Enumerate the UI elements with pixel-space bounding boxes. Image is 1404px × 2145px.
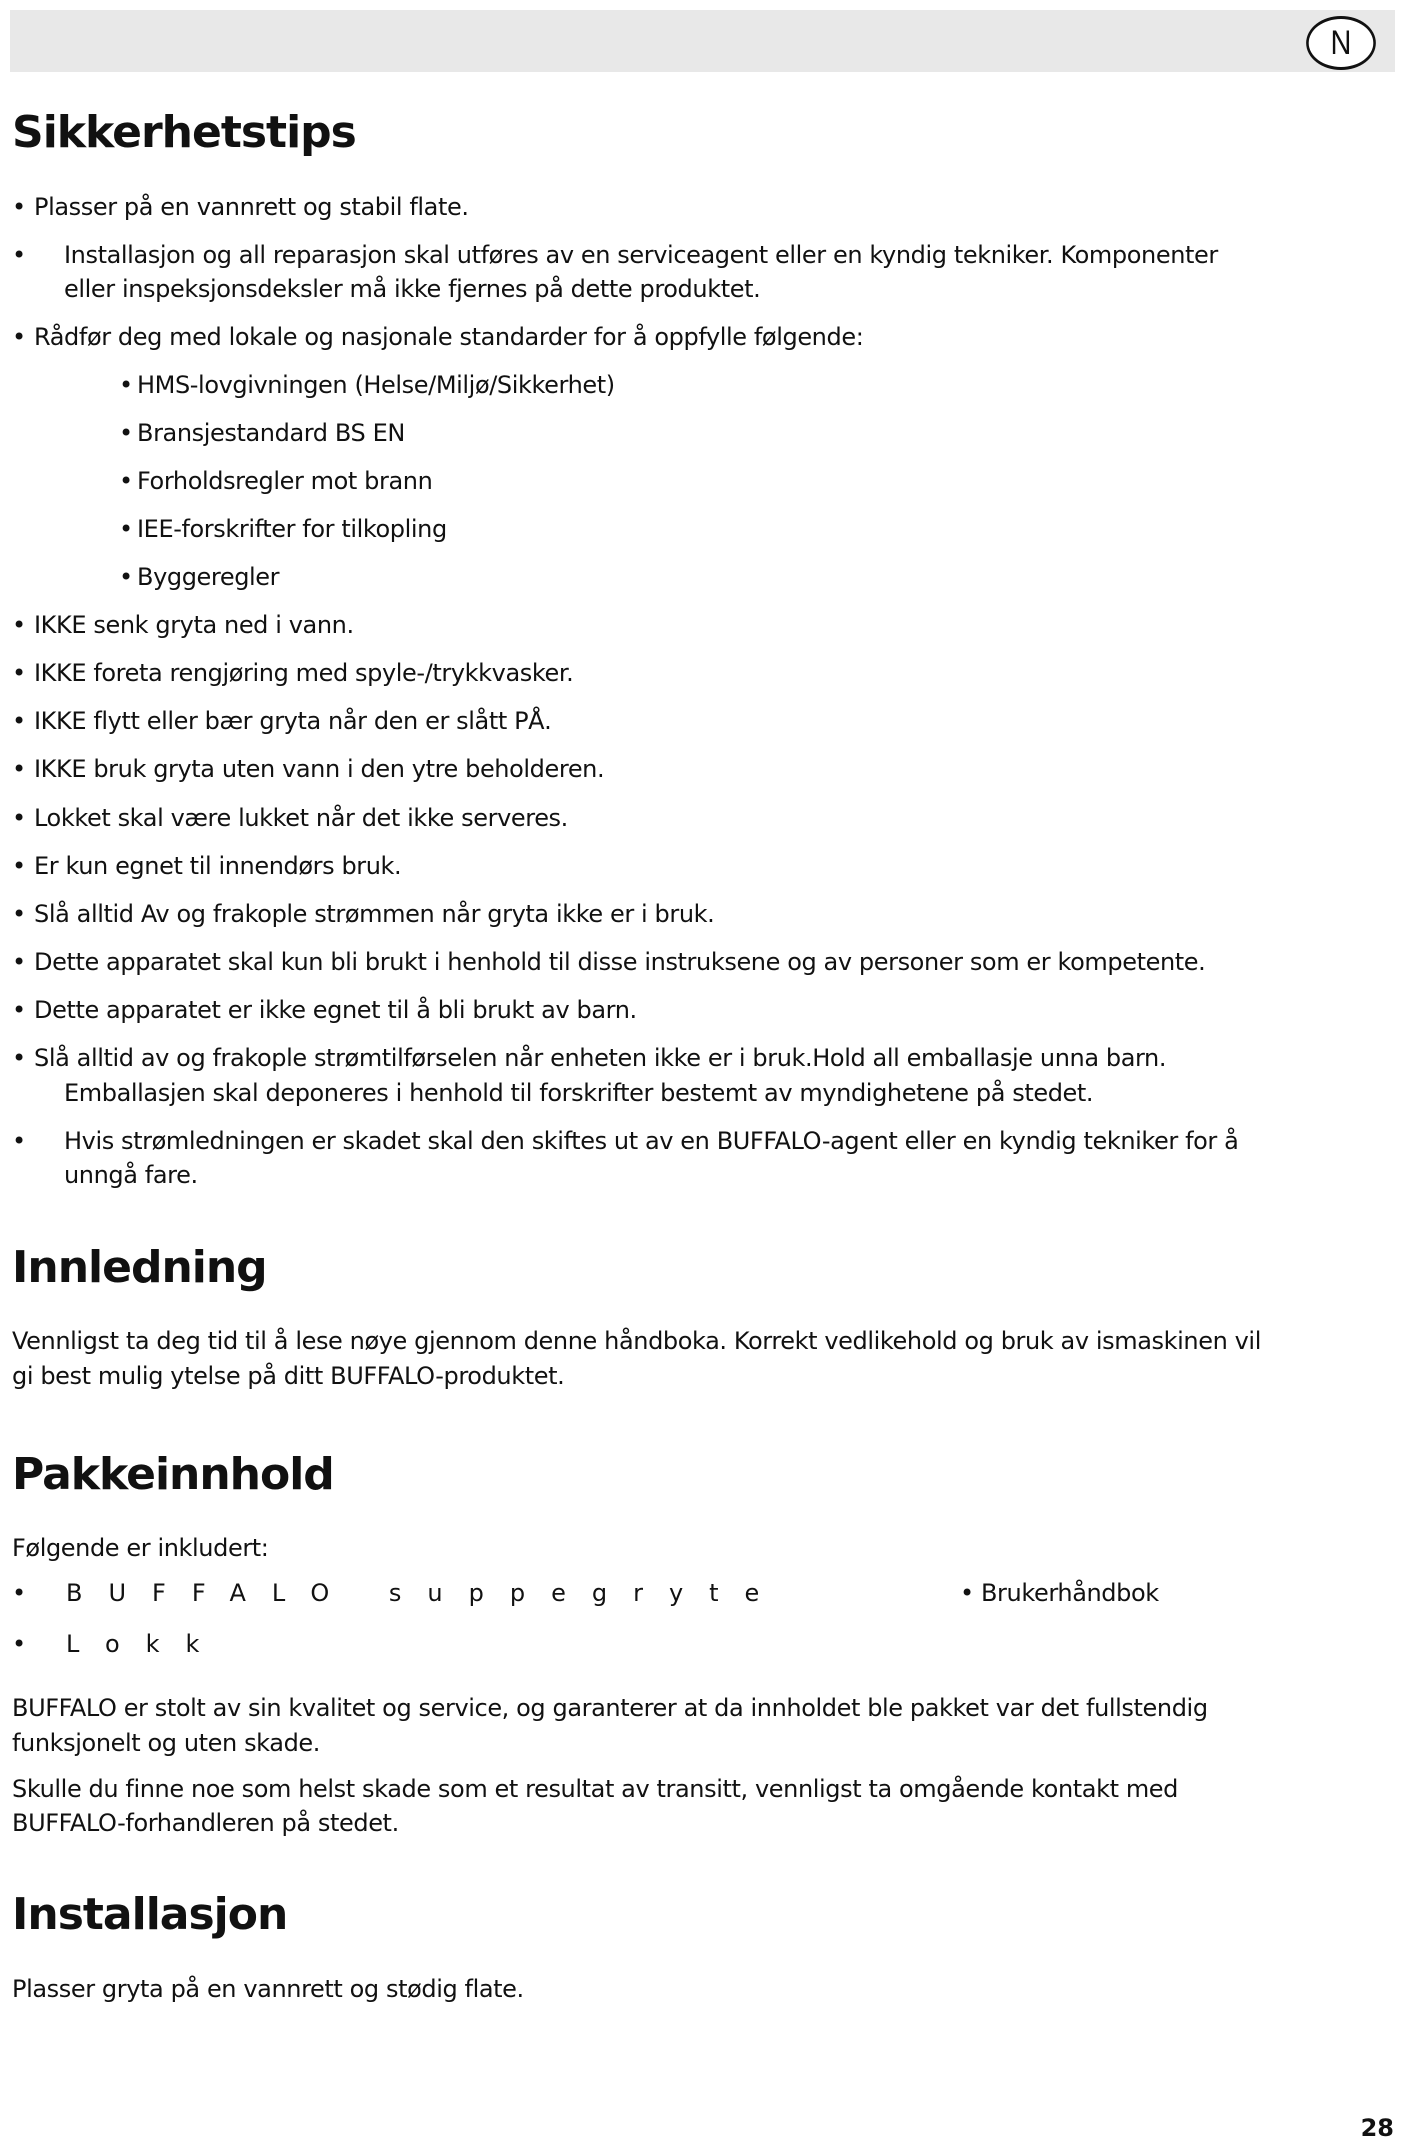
section-title-package: Pakkeinnhold bbox=[12, 1449, 334, 1500]
sub-list-item: HMS-lovgivningen (Helse/Miljø/Sikkerhet) bbox=[137, 371, 615, 399]
list-item: Plasser på en vannrett og stabil flate. bbox=[34, 193, 469, 221]
intro-text: gi best mulig ytelse på ditt BUFFALO-produktet. bbox=[12, 1362, 565, 1390]
bullet: • bbox=[119, 467, 134, 495]
sub-list-item: IEE-forskrifter for tilkopling bbox=[137, 515, 447, 543]
sub-list-item: Bransjestandard BS EN bbox=[137, 419, 405, 447]
bullet: • bbox=[119, 515, 134, 543]
list-item: Rådfør deg med lokale og nasjonale standarder for å oppfylle følgende: bbox=[34, 323, 864, 351]
bullet: • bbox=[12, 611, 27, 639]
bullet: • bbox=[12, 804, 27, 832]
sub-list-item: Forholdsregler mot brann bbox=[137, 467, 433, 495]
bullet: • bbox=[12, 659, 27, 687]
bullet: • bbox=[12, 948, 27, 976]
package-item: Lokk bbox=[66, 1630, 226, 1658]
package-text: funksjonelt og uten skade. bbox=[12, 1729, 320, 1757]
bullet: • bbox=[12, 1044, 27, 1072]
bullet: • bbox=[12, 755, 27, 783]
bullet: • bbox=[12, 323, 27, 351]
bullet: • bbox=[12, 241, 27, 269]
bullet: • bbox=[119, 419, 134, 447]
list-item: IKKE senk gryta ned i vann. bbox=[34, 611, 354, 639]
package-lead: Følgende er inkludert: bbox=[12, 1534, 269, 1562]
section-title-intro: Innledning bbox=[12, 1242, 267, 1293]
package-text: BUFFALO-forhandleren på stedet. bbox=[12, 1809, 399, 1837]
list-item: Dette apparatet skal kun bli brukt i henhold til disse instruksene og av personer som er kompetente. bbox=[34, 948, 1206, 976]
list-item: IKKE flytt eller bær gryta når den er slått PÅ. bbox=[34, 707, 552, 735]
package-item: BUFFALO suppegryte bbox=[66, 1579, 786, 1607]
list-item: Installasjon og all reparasjon skal utføres av en serviceagent eller en kyndig tekniker. Komponenter bbox=[64, 241, 1218, 269]
list-item: Lokket skal være lukket når det ikke serveres. bbox=[34, 804, 568, 832]
bullet: • bbox=[12, 193, 27, 221]
package-text: Skulle du finne noe som helst skade som et resultat av transitt, vennligst ta omgående kontakt med bbox=[12, 1775, 1178, 1803]
section-title-safety: Sikkerhetstips bbox=[12, 107, 356, 158]
bullet: • bbox=[119, 563, 134, 591]
header-band bbox=[10, 10, 1395, 72]
bullet: • bbox=[12, 1630, 27, 1658]
list-item-cont: Emballasjen skal deponeres i henhold til forskrifter bestemt av myndighetene på stedet. bbox=[64, 1079, 1094, 1107]
list-item: Dette apparatet er ikke egnet til å bli brukt av barn. bbox=[34, 996, 637, 1024]
list-item: Slå alltid av og frakople strømtilførselen når enheten ikke er i bruk.Hold all emballasje unna barn. bbox=[34, 1044, 1167, 1072]
bullet: • bbox=[12, 1127, 27, 1155]
list-item-cont: unngå fare. bbox=[64, 1161, 198, 1189]
bullet: • bbox=[12, 996, 27, 1024]
list-item-cont: eller inspeksjonsdeksler må ikke fjernes på dette produktet. bbox=[64, 275, 761, 303]
install-text: Plasser gryta på en vannrett og stødig flate. bbox=[12, 1975, 524, 2003]
bullet: • bbox=[12, 852, 27, 880]
bullet: • bbox=[119, 371, 134, 399]
section-title-install: Installasjon bbox=[12, 1889, 288, 1940]
page-number: 28 bbox=[1360, 2114, 1394, 2142]
list-item: Hvis strømledningen er skadet skal den skiftes ut av en BUFFALO-agent eller en kyndig tekniker for å bbox=[64, 1127, 1239, 1155]
language-badge: N bbox=[1306, 16, 1376, 70]
intro-text: Vennligst ta deg tid til å lese nøye gjennom denne håndboka. Korrekt vedlikehold og bruk av ismaskinen vil bbox=[12, 1327, 1261, 1355]
list-item: Slå alltid Av og frakople strømmen når gryta ikke er i bruk. bbox=[34, 900, 715, 928]
list-item: Er kun egnet til innendørs bruk. bbox=[34, 852, 402, 880]
list-item: IKKE foreta rengjøring med spyle-/trykkvasker. bbox=[34, 659, 574, 687]
list-item: IKKE bruk gryta uten vann i den ytre beholderen. bbox=[34, 755, 605, 783]
bullet: • bbox=[12, 900, 27, 928]
package-item-manual: • Brukerhåndbok bbox=[960, 1579, 1159, 1607]
bullet: • bbox=[12, 1579, 27, 1607]
package-text: BUFFALO er stolt av sin kvalitet og service, og garanterer at da innholdet ble pakket var det fullstendig bbox=[12, 1694, 1208, 1722]
sub-list-item: Byggeregler bbox=[137, 563, 280, 591]
bullet: • bbox=[12, 707, 27, 735]
